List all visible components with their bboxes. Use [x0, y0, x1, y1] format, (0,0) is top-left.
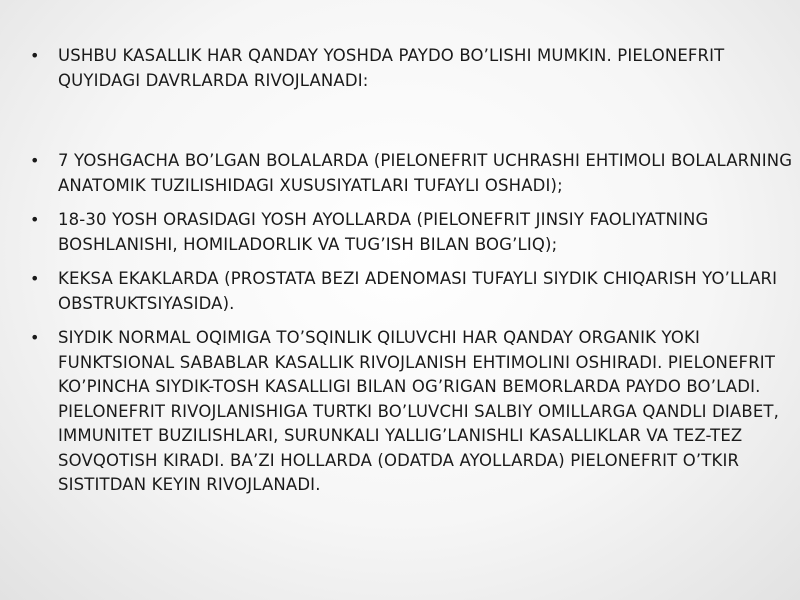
bullet-text-4: KEKSA EKAKLARDA (PROSTATA BEZI ADENOMASI TUFAYLI SIYDIK CHIQARISH YO’LLARI OBSTRUKTSIYASIDA). — [58, 269, 778, 313]
bullet-list — [28, 44, 794, 508]
bullet-dot: • — [30, 328, 40, 347]
bullet-item-2 — [28, 149, 794, 198]
bullet-item-4 — [28, 267, 794, 316]
bullet-item-3 — [28, 208, 794, 257]
bullet-dot: • — [30, 151, 40, 170]
bullet-dot: • — [30, 210, 40, 229]
bullet-dot: • — [30, 269, 40, 288]
bullet-text-2: 7 YOSHGACHA BO’LGAN BOLALARDA (PIELONEFRIT UCHRASHI EHTIMOLI BOLALARNING ANATOMIK TUZILISHIDAGI XUSUSIYATLARI TUFAYLI OSHADI); — [58, 151, 793, 195]
bullet-text-5: SIYDIK NORMAL OQIMIGA TO’SQINLIK QILUVCHI HAR QANDAY ORGANIK YOKI FUNKTSIONAL SABABLAR KASALLIK RIVOJLANISH EHTIMOLINI OSHIRADI. PIELONEFRIT KO’PINCHA SIYDIK-TOSH KASALLIGI BILAN OG’RIGAN BEMORLARDA PAYDO BO’LADI. PIELONEFRIT RIVOJLANISHIGA TURTKI BO’LUVCHI SALBIY OMILLARGA QANDLI DIABET, IMMUNITET BUZILISHLARI, SURUNKALI YALLIG’LANISHLI KASALLIKLAR VA TEZ-TEZ SOVQOTISH KIRADI. BA’ZI HOLLARDA (ODATDA AYOLLARDA) PIELONEFRIT O’TKIR SISTITDAN KEYIN RIVOJLANADI. — [58, 328, 780, 494]
bullet-item-1 — [28, 44, 794, 93]
bullet-dot: • — [30, 46, 40, 65]
bullet-item-5 — [28, 326, 794, 498]
bullet-text-1: USHBU KASALLIK HAR QANDAY YOSHDA PAYDO BO’LISHI MUMKIN. PIELONEFRIT QUYIDAGI DAVRLARDA RIVOJLANADI: — [58, 46, 725, 90]
bullet-text-3: 18-30 YOSH ORASIDAGI YOSH AYOLLARDA (PIELONEFRIT JINSIY FAOLIYATNING BOSHLANISHI, HOMILADORLIK VA TUG’ISH BILAN BOG’LIQ); — [58, 210, 709, 254]
